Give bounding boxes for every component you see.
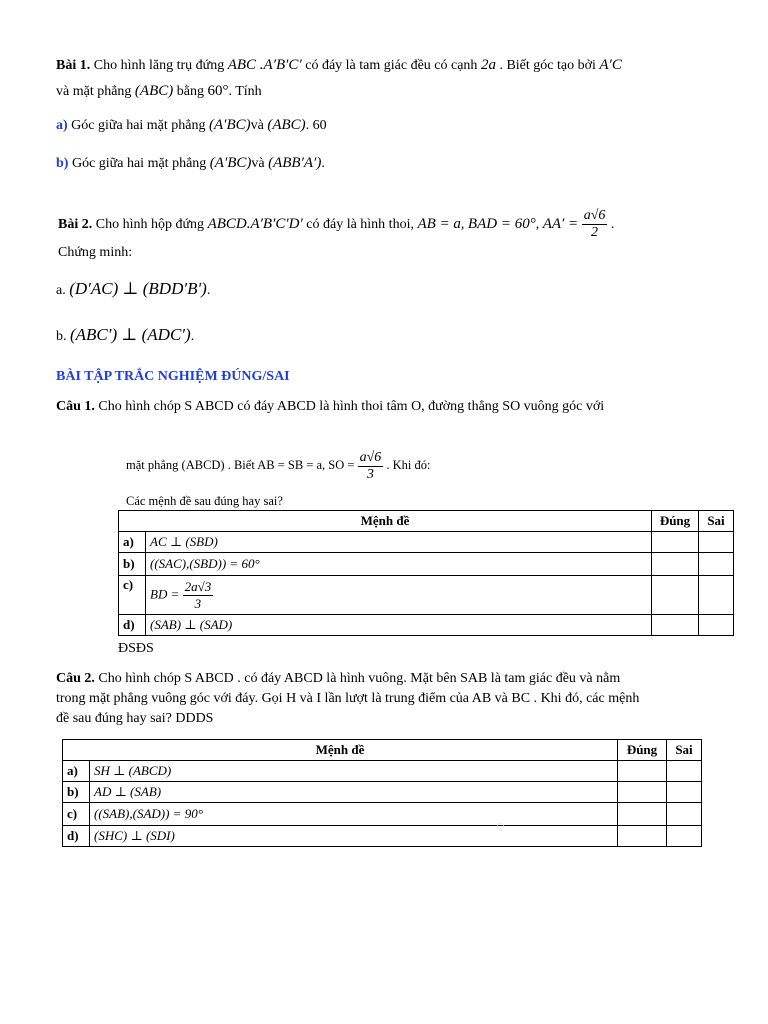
row-label: a)	[63, 761, 90, 782]
bai1-b-plane1: (A′BC)	[209, 155, 252, 171]
bai2-a-expr: (D′AC) ⊥ (BDD′B′)	[69, 279, 207, 298]
header-true: Đúng	[618, 740, 667, 761]
bai2-b-expr: (ABC′) ⊥ (ADC′)	[70, 325, 191, 344]
header-true: Đúng	[652, 511, 699, 532]
bai2-a-label: a.	[56, 283, 66, 298]
bai1-angle: 60°	[207, 83, 229, 99]
bai1-b-plane2: (ABB′A′)	[268, 155, 322, 171]
bai2-prove: Chứng minh:	[58, 245, 133, 260]
cau2-line3: đề sau đúng hay sai? DDDS	[56, 711, 214, 726]
row-label: b)	[63, 782, 90, 803]
cau1-table	[118, 510, 734, 636]
bai1-b-and: và	[251, 156, 265, 171]
table-row	[119, 532, 734, 553]
true-cell[interactable]	[652, 532, 699, 553]
cau1-question: Các mệnh đề sau đúng hay sai?	[126, 494, 283, 508]
cau1-given-text: mặt phẳng (ABCD) . Biết AB = SB = a, SO =	[126, 458, 355, 472]
bai1-a-tail: . 60	[305, 118, 327, 133]
row-statement: ((SAC),(SBD)) = 60°	[146, 553, 652, 576]
bai1-part-a	[56, 116, 327, 135]
bai2-text1: Cho hình hộp đứng	[95, 217, 205, 232]
row-label: b)	[119, 553, 146, 576]
true-cell[interactable]	[618, 803, 667, 826]
bai1-a-text: Góc giữa hai mặt phẳng	[71, 118, 206, 133]
cau1-given-tail: . Khi đó:	[386, 458, 431, 472]
bai2-aa: AA′ =	[542, 216, 579, 232]
bai2-part-a	[56, 280, 210, 300]
section-heading: BÀI TẬP TRẮC NGHIỆM ĐÚNG/SAI	[56, 369, 290, 384]
bai1-text2: có đáy là tam giác đều có cạnh	[305, 58, 478, 73]
table-row	[63, 761, 702, 782]
row-statement: ((SAB),(SAD)) = 90°	[90, 803, 618, 826]
bai1-text3: . Biết góc tạo bởi	[499, 58, 596, 73]
table-row	[119, 553, 734, 576]
cau2-table	[62, 739, 702, 847]
bai2-b-label: b.	[56, 329, 67, 344]
false-cell[interactable]	[699, 532, 734, 553]
watermark-mark: ○	[491, 816, 510, 837]
bai1-text5: bằng	[176, 84, 204, 99]
bai1-b-label: b)	[56, 156, 69, 171]
bai1-a-plane1: (A′BC)	[209, 117, 251, 133]
false-cell[interactable]	[699, 615, 734, 636]
bai1-edge: A′C	[599, 57, 622, 73]
bai2-aa-numerator: a√6	[583, 208, 606, 224]
cau1-table-header	[119, 511, 734, 532]
true-cell[interactable]	[618, 826, 667, 847]
bai1-b-text: Góc giữa hai mặt phẳng	[71, 156, 207, 171]
bai1-part-b	[56, 154, 325, 173]
bai1-a-label: a)	[56, 118, 68, 133]
bai1-text1: Cho hình lăng trụ đứng	[93, 58, 225, 73]
header-false: Sai	[667, 740, 702, 761]
bai2-label: Bài 2.	[58, 217, 93, 232]
cau1-text: Cho hình chóp S ABCD có đáy ABCD là hình thoi tâm O, đường thẳng SO vuông góc với	[98, 399, 605, 414]
cau2-label: Câu 2.	[56, 671, 95, 686]
row-label: c)	[119, 576, 146, 615]
bai2-dot: .	[610, 217, 615, 232]
bd-text: BD =	[150, 585, 180, 601]
bai1-prism: ABC .A′B′C′	[227, 57, 302, 73]
bai2-ab: AB = a	[417, 216, 461, 232]
bai1-text6: . Tính	[228, 84, 262, 99]
cau2-text1: Cho hình chóp S ABCD . có đáy ABCD là hình vuông. Mặt bên SAB là tam giác đều và nằm	[98, 671, 621, 686]
bai1-label: Bài 1.	[56, 58, 91, 73]
bai2-a-tail: .	[206, 283, 211, 298]
bai2-bad: BAD = 60°	[467, 216, 536, 232]
cau1-line1	[56, 398, 604, 416]
table-row	[119, 576, 734, 615]
false-cell[interactable]	[667, 826, 702, 847]
false-cell[interactable]	[667, 782, 702, 803]
cau1-so-numerator: a√6	[359, 449, 382, 465]
bai1-text4: và mặt phẳng	[56, 84, 132, 99]
table-row	[63, 826, 702, 847]
bai2-solid: ABCD.A′B′C′D′	[207, 216, 303, 232]
false-cell[interactable]	[667, 761, 702, 782]
row-statement: (SHC) ⊥ (SDI)	[90, 826, 618, 847]
bai2-text2: có đáy là hình thoi,	[306, 217, 414, 232]
table-row	[119, 615, 734, 636]
bai1-side: 2a	[480, 57, 496, 73]
bai2-line1: Bài 2. Cho hình hộp đứng ABCD.A′B′C′D′ có đáy là hình thoi, AB = a, BAD = 60°, AA′ = $\frac{a√6}{2}$ .	[58, 208, 615, 241]
cau1-given	[126, 448, 431, 483]
bai1-a-plane2: (ABC)	[267, 117, 306, 133]
row-label: d)	[119, 615, 146, 636]
cau1-answer: ĐSĐS	[118, 641, 154, 656]
cau1-so-denominator: 3	[366, 466, 374, 482]
bai1-plane: (ABC)	[134, 83, 174, 99]
row-label: a)	[119, 532, 146, 553]
false-cell[interactable]	[667, 803, 702, 826]
bai2-b-tail: .	[190, 329, 195, 344]
table-row	[63, 803, 702, 826]
bai2-aa-denominator: 2	[591, 225, 599, 241]
header-statement: Mệnh đề	[119, 511, 652, 532]
bai1-line1	[56, 56, 622, 75]
true-cell[interactable]	[652, 576, 699, 615]
cau1-label: Câu 1.	[56, 399, 95, 414]
bd-fraction	[183, 579, 214, 612]
cau2-table-header	[63, 740, 702, 761]
row-statement	[146, 576, 652, 615]
true-cell[interactable]	[618, 761, 667, 782]
header-statement: Mệnh đề	[63, 740, 618, 761]
table-row	[63, 782, 702, 803]
true-cell[interactable]	[618, 782, 667, 803]
row-statement: AD ⊥ (SAB)	[90, 782, 618, 803]
bai1-line2	[56, 82, 262, 101]
row-statement: SH ⊥ (ABCD)	[90, 761, 618, 782]
row-statement: AC ⊥ (SBD)	[146, 532, 652, 553]
false-cell[interactable]	[699, 576, 734, 615]
true-cell[interactable]	[652, 553, 699, 576]
bd-numerator: 2a√3	[184, 578, 212, 594]
bd-denominator: 3	[194, 595, 202, 611]
true-cell[interactable]	[652, 615, 699, 636]
bai1-b-tail: .	[321, 156, 325, 171]
bai1-a-and: và	[250, 118, 264, 133]
bai2-part-b	[56, 326, 194, 346]
cau2-line2: trong mặt phẳng vuông góc với đáy. Gọi H và I lần lượt là trung điểm của AB và BC . Khi đó, các mệnh	[56, 691, 640, 706]
header-false: Sai	[699, 511, 734, 532]
row-label: c)	[63, 803, 90, 826]
bai2-aa-fraction	[582, 208, 608, 241]
cau2-line1	[56, 670, 620, 688]
cau1-so-fraction	[358, 450, 384, 483]
false-cell[interactable]	[699, 553, 734, 576]
row-statement: (SAB) ⊥ (SAD)	[146, 615, 652, 636]
row-label: d)	[63, 826, 90, 847]
